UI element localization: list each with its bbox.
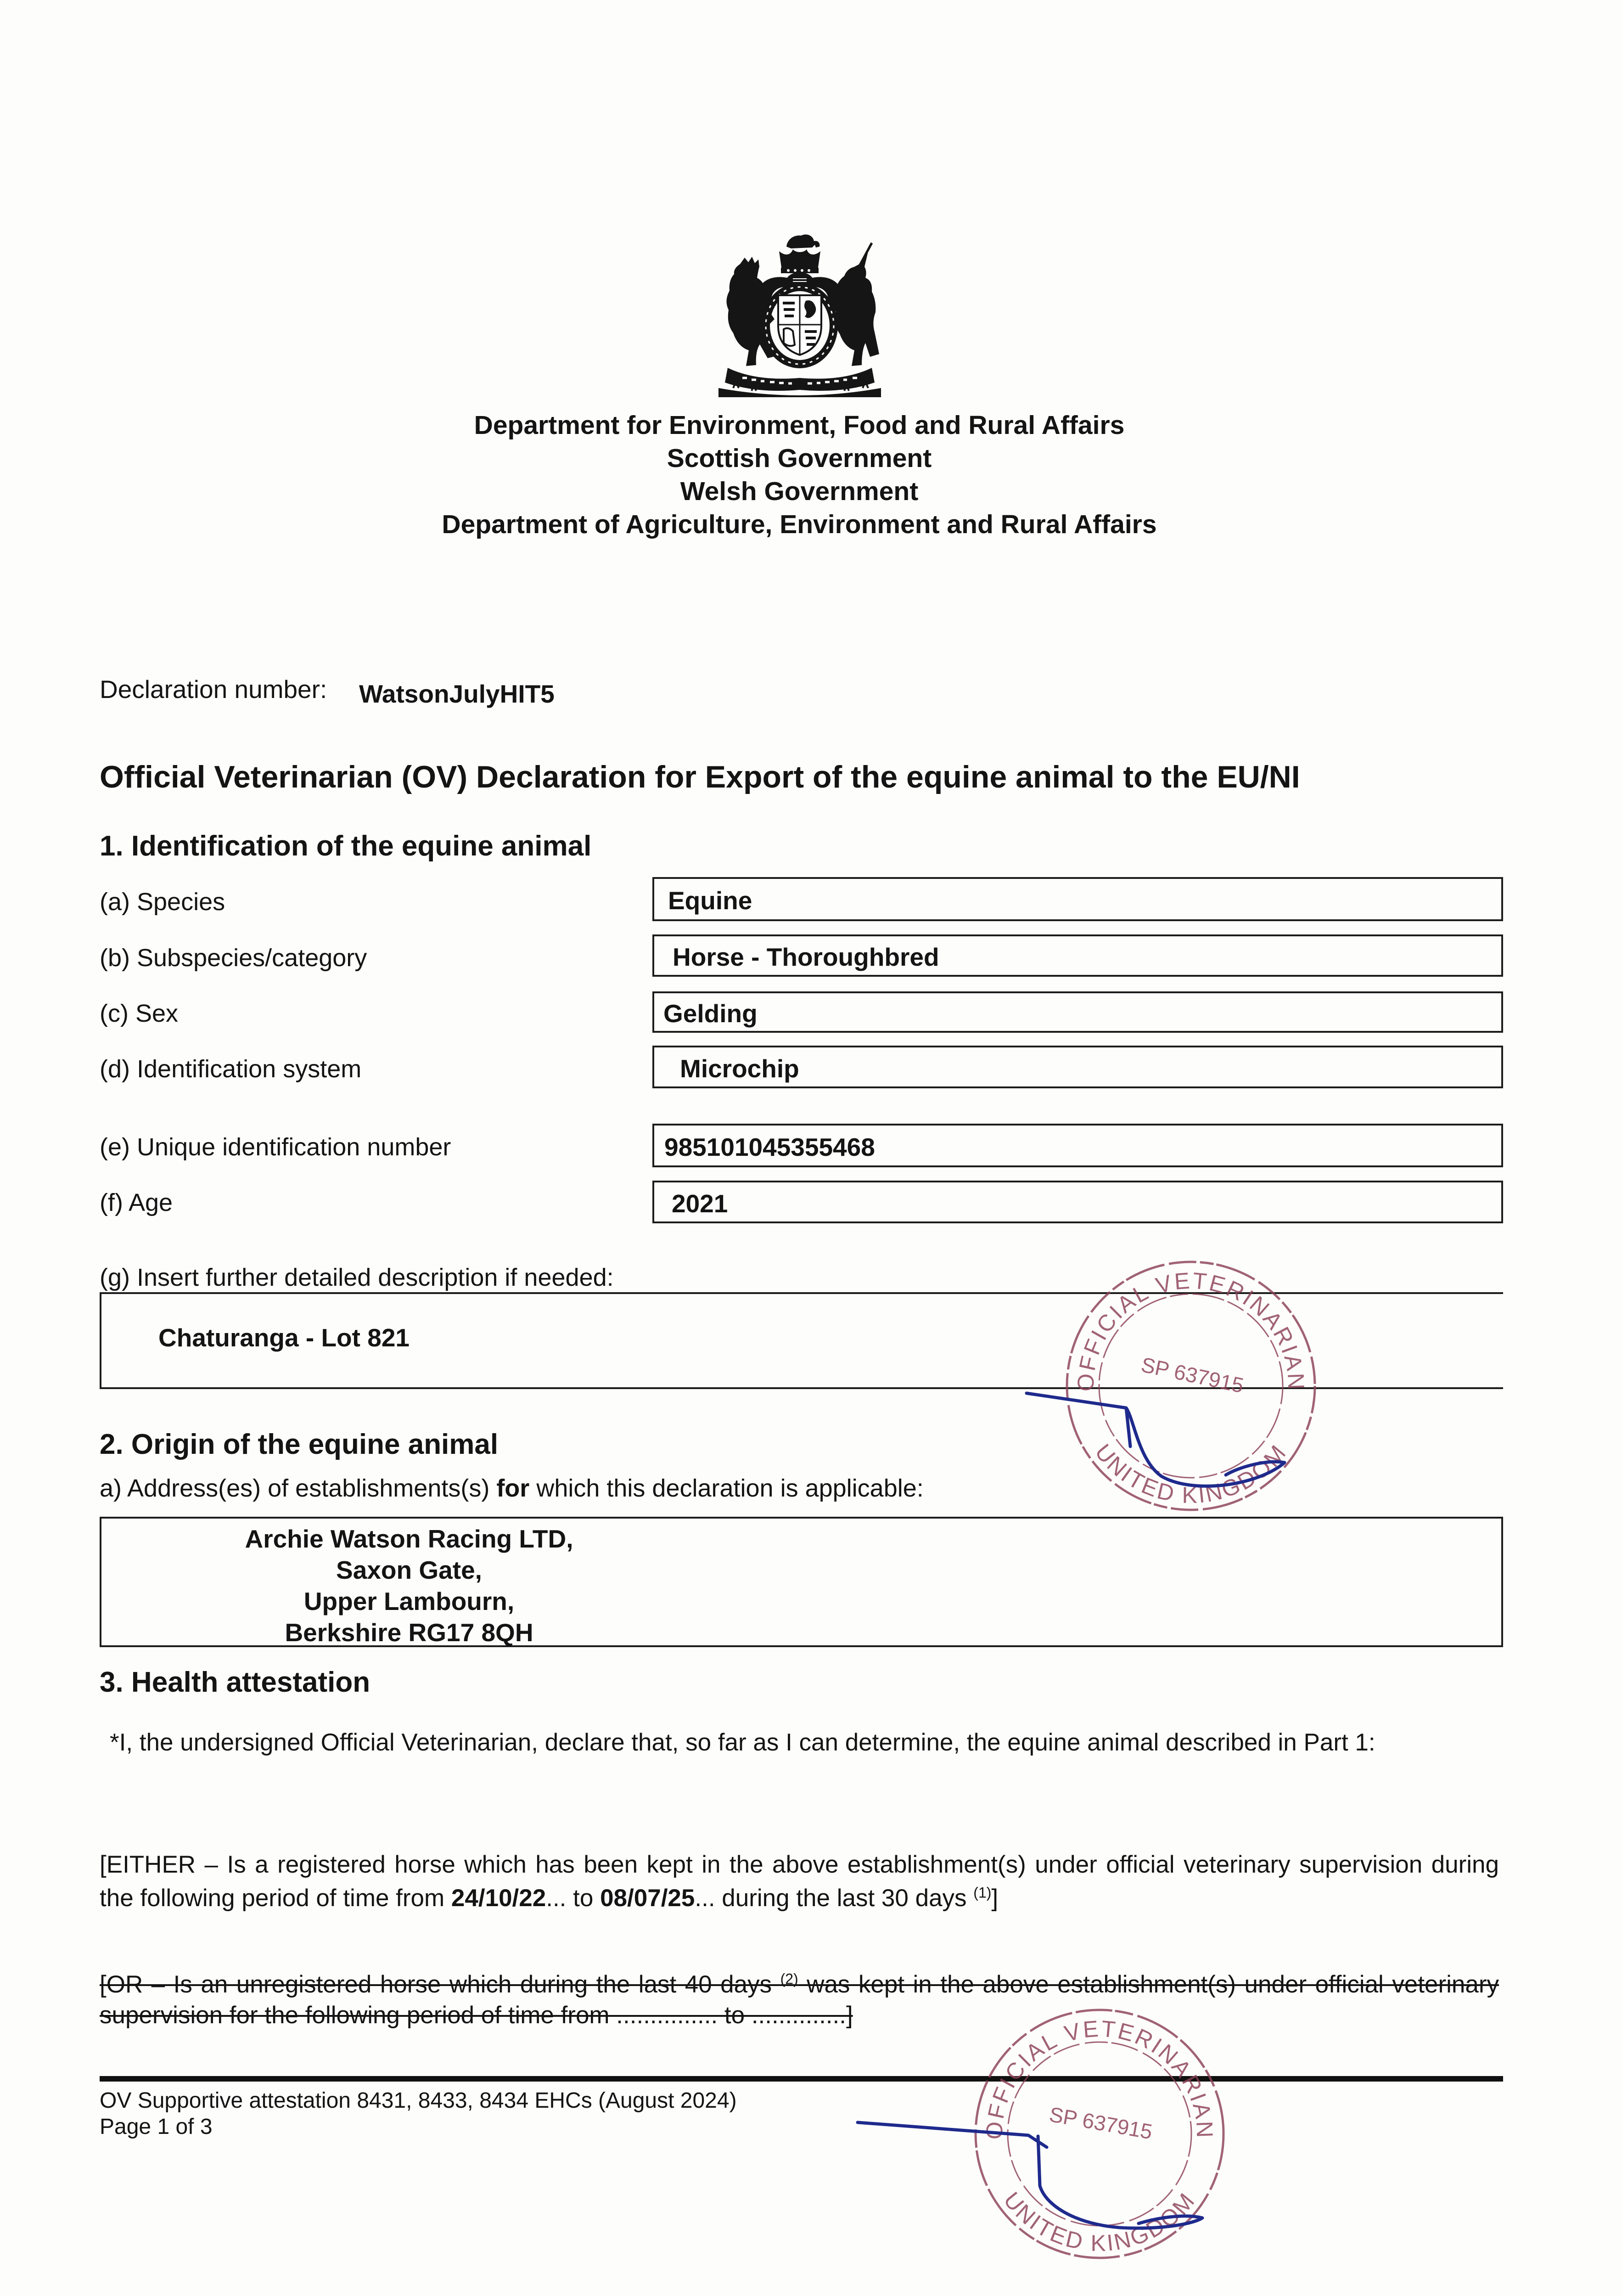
footer-rule <box>100 2076 1503 2082</box>
either-text-post: ... during the last 30 days <box>695 1885 974 1912</box>
field-value-subspecies: Horse - Thoroughbred <box>652 934 1503 977</box>
royal-coat-of-arms <box>701 230 898 400</box>
address-line: Archie Watson Racing LTD, <box>245 1525 573 1553</box>
address-intro-bold: for <box>496 1474 530 1502</box>
field-label-sex: (c) Sex <box>100 1000 179 1027</box>
either-date-to: 08/07/25 <box>600 1885 695 1912</box>
footnote-ref-2: (2) <box>780 1970 798 1987</box>
further-description-label: (g) Insert further detailed description if needed: <box>100 1264 614 1291</box>
either-date-from: 24/10/22 <box>451 1885 546 1912</box>
crest-lion <box>786 235 819 248</box>
document-title: Official Veterinarian (OV) Declaration for Export of the equine animal to the EU/NI <box>100 760 1300 794</box>
unicorn-supporter <box>833 244 879 366</box>
field-value-identification-system: Microchip <box>652 1046 1503 1088</box>
declaration-number-value: WatsonJulyHIT5 <box>359 680 555 708</box>
field-label-unique-id: (e) Unique identification number <box>100 1133 451 1161</box>
crown <box>779 249 820 270</box>
either-text-end: ] <box>991 1885 999 1912</box>
section-2-heading: 2. Origin of the equine animal <box>100 1429 499 1460</box>
address-line: Berkshire RG17 8QH <box>285 1618 533 1647</box>
departments-block <box>340 409 1258 541</box>
stamp-top-text: OFFICIAL VETERINARIAN <box>1072 1267 1309 1392</box>
field-value-age: 2021 <box>652 1181 1503 1223</box>
field-label-subspecies: (b) Subspecies/category <box>100 944 367 972</box>
field-label-species: (a) Species <box>100 888 225 916</box>
field-value-sex: Gelding <box>652 991 1503 1033</box>
address-intro-pre: a) Address(es) of establishments(s) <box>100 1474 497 1502</box>
or-text: [OR – Is an unregistered horse which during the last 40 days <box>100 1971 780 1998</box>
signature-1 <box>1010 1368 1331 1506</box>
field-label-age: (f) Age <box>100 1189 173 1216</box>
field-label-identification-system: (d) Identification system <box>100 1055 362 1083</box>
address-line: Upper Lambourn, <box>303 1587 515 1615</box>
further-description-value: Chaturanga - Lot 821 <box>158 1323 410 1352</box>
department-line: Scottish Government <box>667 444 932 473</box>
signature-2 <box>845 2103 1221 2255</box>
establishment-address <box>180 1523 639 1648</box>
department-line: Welsh Government <box>680 477 919 506</box>
address-intro-post: which this declaration is applicable: <box>529 1474 924 1502</box>
stamp-top-text: OFFICIAL VETERINARIAN <box>981 2015 1218 2140</box>
page-number: Page 1 of 3 <box>100 2115 213 2139</box>
section-1-heading: 1. Identification of the equine animal <box>100 830 592 862</box>
motto-ribbon <box>725 368 875 391</box>
or-clause-struck <box>100 1969 1499 2031</box>
declaration-number-label: Declaration number: <box>100 675 327 703</box>
stamp-number: SP 637915 <box>1047 2102 1154 2144</box>
health-statement: *I, the undersigned Official Veterinarian, declare that, so far as I can determine, the equine animal described in Part 1: <box>110 1729 1375 1756</box>
address-intro <box>100 1474 924 1503</box>
either-text: [EITHER – Is a registered horse which has been kept in the above establishment(s) under official veterinary supervision during the following period of time from <box>100 1851 1499 1912</box>
form-reference: OV Supportive attestation 8431, 8433, 8434 EHCs (August 2024) <box>100 2088 737 2113</box>
field-value-unique-id: 985101045355468 <box>652 1124 1503 1167</box>
stamp-number: SP 637915 <box>1139 1352 1246 1398</box>
department-line: Department for Environment, Food and Rural Affairs <box>474 411 1125 440</box>
department-line: Department of Agriculture, Environment and Rural Affairs <box>442 510 1157 539</box>
footer <box>100 2088 737 2140</box>
field-value-species: Equine <box>652 877 1503 921</box>
section-3-heading: 3. Health attestation <box>100 1666 370 1698</box>
address-line: Saxon Gate, <box>336 1556 482 1584</box>
footnote-ref-1: (1) <box>973 1884 992 1901</box>
stamp-bottom-text: UNITED KINGDOM <box>999 2187 1201 2256</box>
stamp-bottom-text: UNITED KINGDOM <box>1090 1439 1292 1508</box>
either-clause <box>100 1848 1499 1915</box>
or-text-post: was kept in the above establishment(s) under official veterinary supervision for the following period of time from ............... to ..............] <box>100 1971 1499 2029</box>
either-text-mid: ... to <box>546 1885 601 1912</box>
